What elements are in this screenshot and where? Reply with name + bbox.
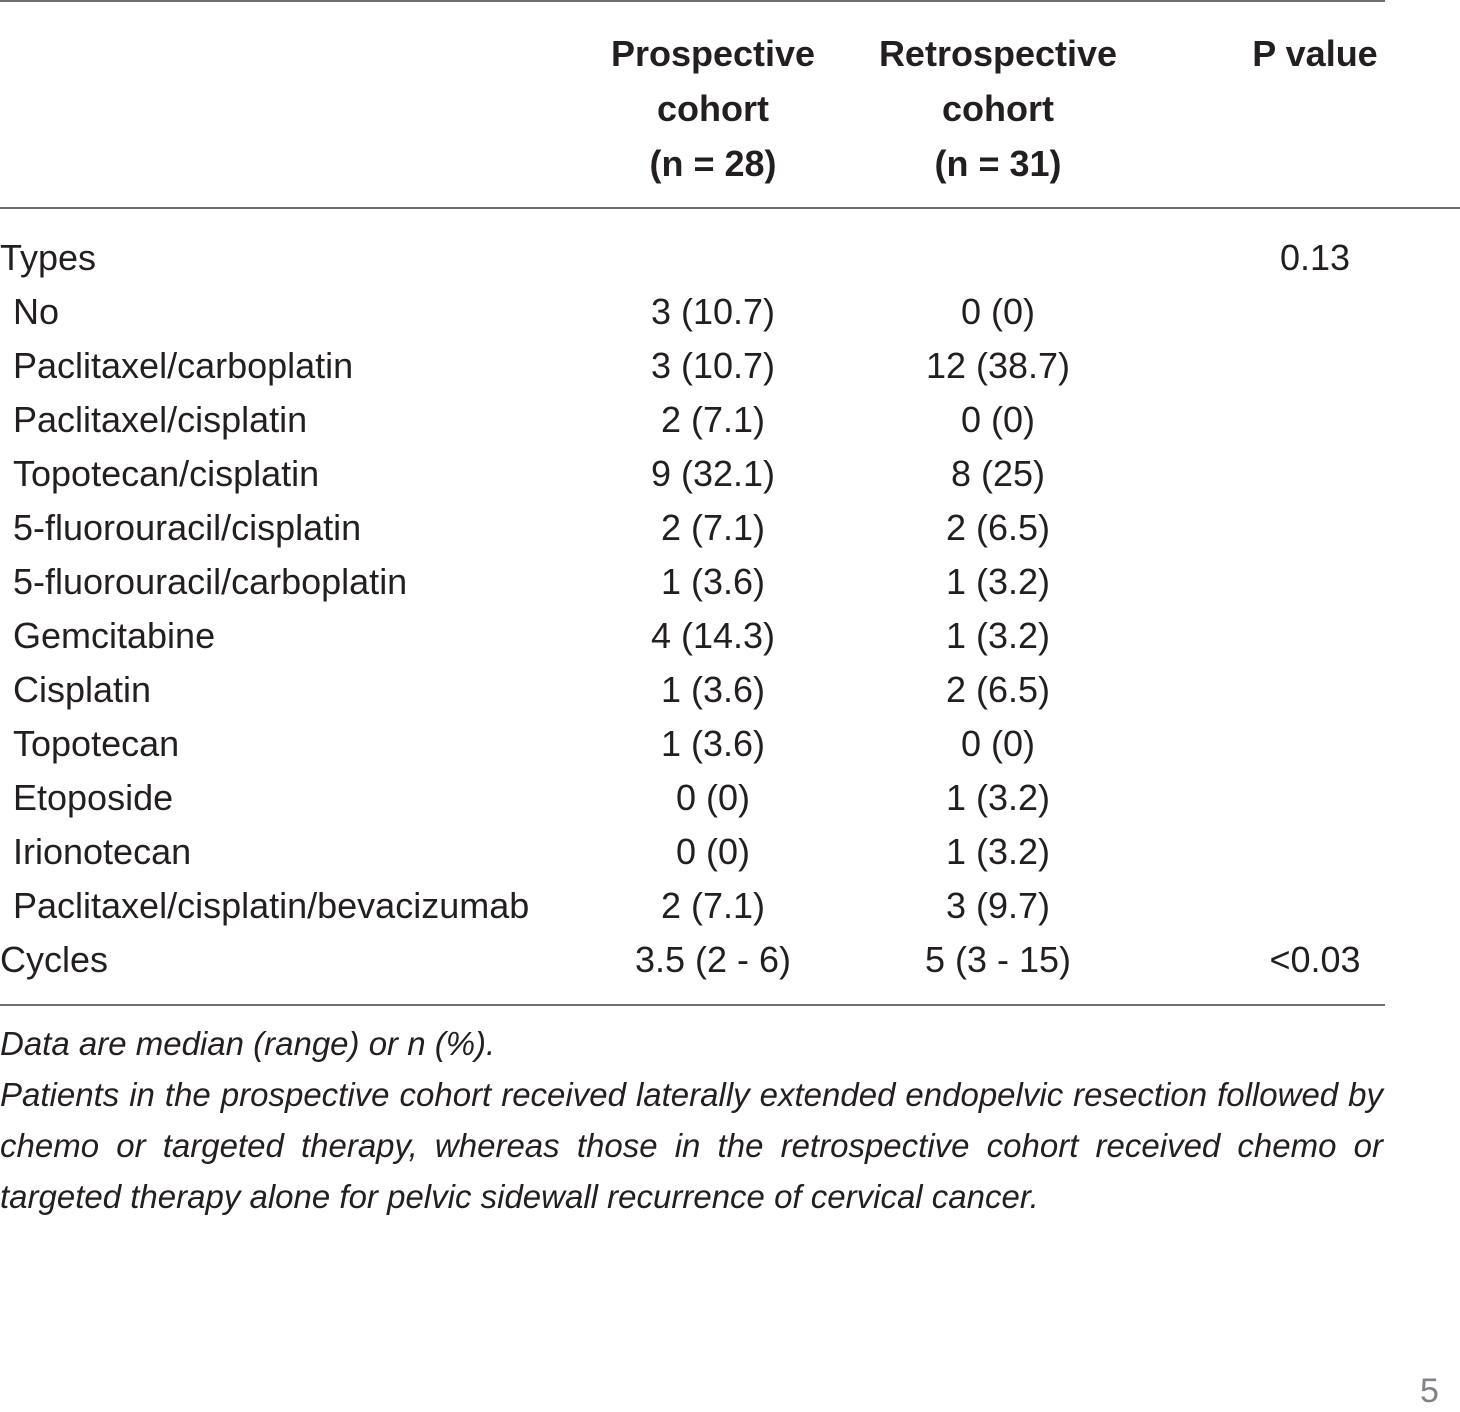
prospective-value: 2 (7.1) xyxy=(660,507,766,548)
retrospective-value: 0 (0) xyxy=(960,291,1036,332)
prospective-value: 1 (3.6) xyxy=(660,561,766,602)
retrospective-value: 1 (3.2) xyxy=(945,615,1051,656)
retrospective-value: 1 (3.2) xyxy=(945,831,1051,872)
p-value: 0.13 xyxy=(1279,237,1351,278)
row-label: Gemcitabine xyxy=(13,615,216,656)
retrospective-value: 1 (3.2) xyxy=(945,777,1051,818)
prospective-value: 3.5 (2 - 6) xyxy=(634,939,792,980)
footnote-data-format: Data are median (range) or n (%). xyxy=(0,1025,496,1062)
prospective-value: 9 (32.1) xyxy=(650,453,776,494)
footnote-cohort-description: Patients in the prospective cohort received laterally extended endopelvic resection followed by chemo or targeted therapy, whereas those in the retrospective cohort received chemo or targeted therapy alone for pelvic sidewall recurrence of cervical cancer. xyxy=(0,1076,1383,1215)
row-label: Etoposide xyxy=(13,777,174,818)
table-row xyxy=(0,501,1460,555)
prospective-value: 1 (3.6) xyxy=(660,723,766,764)
table-row xyxy=(0,393,1460,447)
table-row xyxy=(0,555,1460,609)
table-row xyxy=(0,933,1460,987)
retrospective-value: 12 (38.7) xyxy=(925,345,1071,386)
row-label: No xyxy=(13,291,60,332)
row-label: Irionotecan xyxy=(13,831,192,872)
prospective-value: 4 (14.3) xyxy=(650,615,776,656)
page-number: 5 xyxy=(1420,1372,1439,1410)
table-row xyxy=(0,231,1460,285)
prospective-value: 1 (3.6) xyxy=(660,669,766,710)
table-row xyxy=(0,825,1460,879)
table-row xyxy=(0,285,1460,339)
p-value: <0.03 xyxy=(1269,939,1361,980)
retrospective-value: 0 (0) xyxy=(960,399,1036,440)
prospective-value: 3 (10.7) xyxy=(650,345,776,386)
table-top-rule xyxy=(0,0,1385,2)
retrospective-value: 8 (25) xyxy=(950,453,1046,494)
retrospective-value: 0 (0) xyxy=(960,723,1036,764)
prospective-value: 0 (0) xyxy=(675,831,751,872)
retrospective-value: 5 (3 - 15) xyxy=(924,939,1072,980)
prospective-value: 0 (0) xyxy=(675,777,751,818)
table-row xyxy=(0,609,1460,663)
header-retrospective-cohort: Retrospective cohort (n = 31) xyxy=(878,33,1118,184)
table-row xyxy=(0,663,1460,717)
retrospective-value: 2 (6.5) xyxy=(945,669,1051,710)
retrospective-value: 1 (3.2) xyxy=(945,561,1051,602)
prospective-value: 2 (7.1) xyxy=(660,885,766,926)
retrospective-value: 3 (9.7) xyxy=(945,885,1051,926)
prospective-value: 3 (10.7) xyxy=(650,291,776,332)
header-p-value: P value xyxy=(1252,33,1378,74)
retrospective-value: 2 (6.5) xyxy=(945,507,1051,548)
prospective-value: 2 (7.1) xyxy=(660,399,766,440)
row-label: 5-fluorouracil/cisplatin xyxy=(13,507,362,548)
row-label: Paclitaxel/cisplatin xyxy=(13,399,308,440)
table-row xyxy=(0,447,1460,501)
table-row xyxy=(0,339,1460,393)
row-label: Types xyxy=(0,237,97,278)
table-row xyxy=(0,879,1460,933)
row-label: Cisplatin xyxy=(13,669,152,710)
row-label: Topotecan xyxy=(13,723,180,764)
table-header-rule xyxy=(0,207,1460,209)
row-label: Topotecan/cisplatin xyxy=(13,453,320,494)
row-label: Cycles xyxy=(0,939,109,980)
table-row xyxy=(0,717,1460,771)
header-prospective-cohort: Prospective cohort (n = 28) xyxy=(610,33,816,184)
table-bottom-rule xyxy=(0,1004,1385,1006)
table-row xyxy=(0,771,1460,825)
row-label: Paclitaxel/carboplatin xyxy=(13,345,354,386)
row-label: Paclitaxel/cisplatin/bevacizumab xyxy=(13,885,530,926)
row-label: 5-fluorouracil/carboplatin xyxy=(13,561,408,602)
